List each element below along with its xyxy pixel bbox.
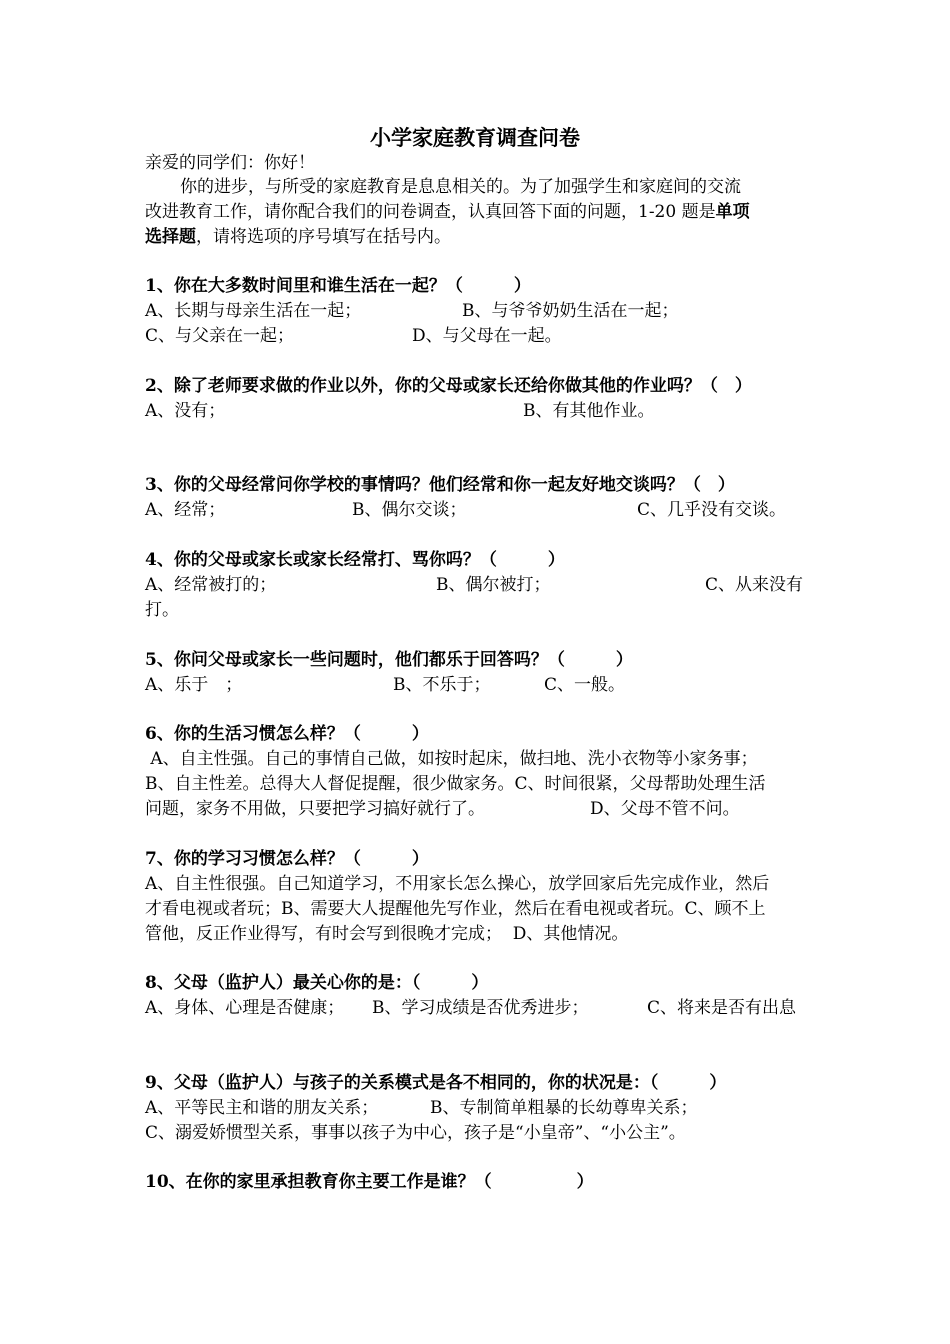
intro-line-2 [145,201,750,223]
q6-option-d: D、父母不管不问。 [590,799,740,819]
q5-option-b: B、不乐于； [393,675,491,695]
intro-line-2-bold: 单项 [715,202,750,222]
q8-option-a: A、身体、心理是否健康； [145,998,345,1018]
q7-line-3: 管他，反正作业得写，有时会写到很晚才完成； D、其他情况。 [145,924,629,944]
question-8: 8、父母（监护人）最关心你的是：（ ） [145,973,489,993]
page-title: 小学家庭教育调查问卷 [370,125,580,150]
q7-line-2: 才看电视或者玩；B、需要大人提醒他先写作业，然后在看电视或者玩。C、顾不上 [145,899,766,919]
question-2: 2、除了老师要求做的作业以外，你的父母或家长还给你做其他的作业吗？（ ） [145,376,752,396]
q2-option-a: A、没有； [145,401,226,421]
question-3: 3、你的父母经常问你学校的事情吗？他们经常和你一起友好地交谈吗？（ ） [145,475,735,495]
q9-option-a: A、平等民主和谐的朋友关系； [145,1098,379,1118]
question-4: 4、你的父母或家长或家长经常打、骂你吗？（ ） [145,550,565,570]
q9-option-b: B、专制简单粗暴的长幼尊卑关系； [430,1098,698,1118]
q5-option-a: A、乐于 ； [145,675,243,695]
q9-option-c: C、溺爱娇惯型关系，事事以孩子为中心，孩子是“小皇帝”、“小公主”。 [145,1123,686,1143]
q4-option-c: C、从来没有 [705,575,804,595]
intro-line-3 [145,226,451,248]
question-1: 1、你在大多数时间里和谁生活在一起？（ ） [145,276,531,296]
q7-line-1: A、自主性很强。自己知道学习，不用家长怎么操心，放学回家后先完成作业，然后 [145,874,770,894]
q4-option-a: A、经常被打的； [145,575,277,595]
greeting: 亲爱的同学们：你好！ [145,153,315,173]
question-9: 9、父母（监护人）与孩子的关系模式是各不相同的，你的状况是：（ ） [145,1073,727,1093]
intro-line-1: 你的进步，与所受的家庭教育是息息相关的。为了加强学生和家庭间的交流 [180,177,741,197]
q1-option-a: A、长期与母亲生活在一起； [145,301,362,321]
intro-line-3-text: ，请将选项的序号填写在括号内。 [196,227,451,247]
q4-option-c-cont: 打。 [145,600,179,620]
intro-line-3-bold: 选择题 [145,227,196,247]
q4-option-b: B、偶尔被打； [436,575,551,595]
q8-option-c: C、将来是否有出息 [647,998,797,1018]
q5-option-c: C、一般。 [544,675,626,695]
q3-option-b: B、偶尔交谈； [352,500,467,520]
q8-option-b: B、学习成绩是否优秀进步； [372,998,589,1018]
q2-option-b: B、有其他作业。 [523,401,655,421]
q1-option-d: D、与父母在一起。 [412,326,562,346]
q3-option-a: A、经常； [145,500,226,520]
q6-line-3: 问题，家务不用做，只要把学习搞好就行了。 [145,799,485,819]
question-5: 5、你问父母或家长一些问题时，他们都乐于回答吗？（ ） [145,650,633,670]
q3-option-c: C、几乎没有交谈。 [637,500,787,520]
q6-line-2: B、自主性差。总得大人督促提醒，很少做家务。C、时间很紧，父母帮助处理生活 [145,774,766,794]
question-7: 7、你的学习习惯怎么样？（ ） [145,849,429,869]
question-6: 6、你的生活习惯怎么样？（ ） [145,724,429,744]
q1-option-b: B、与爷爷奶奶生活在一起； [462,301,679,321]
question-10: 10、在你的家里承担教育你主要工作是谁？（ ） [145,1172,594,1192]
intro-line-2-text: 改进教育工作，请你配合我们的问卷调查，认真回答下面的问题，1-20 题是 [145,202,716,222]
q1-option-c: C、与父亲在一起； [145,326,295,346]
q6-line-1: A、自主性强。自己的事情自己做，如按时起床，做扫地、洗小衣物等小家务事； [145,749,758,769]
